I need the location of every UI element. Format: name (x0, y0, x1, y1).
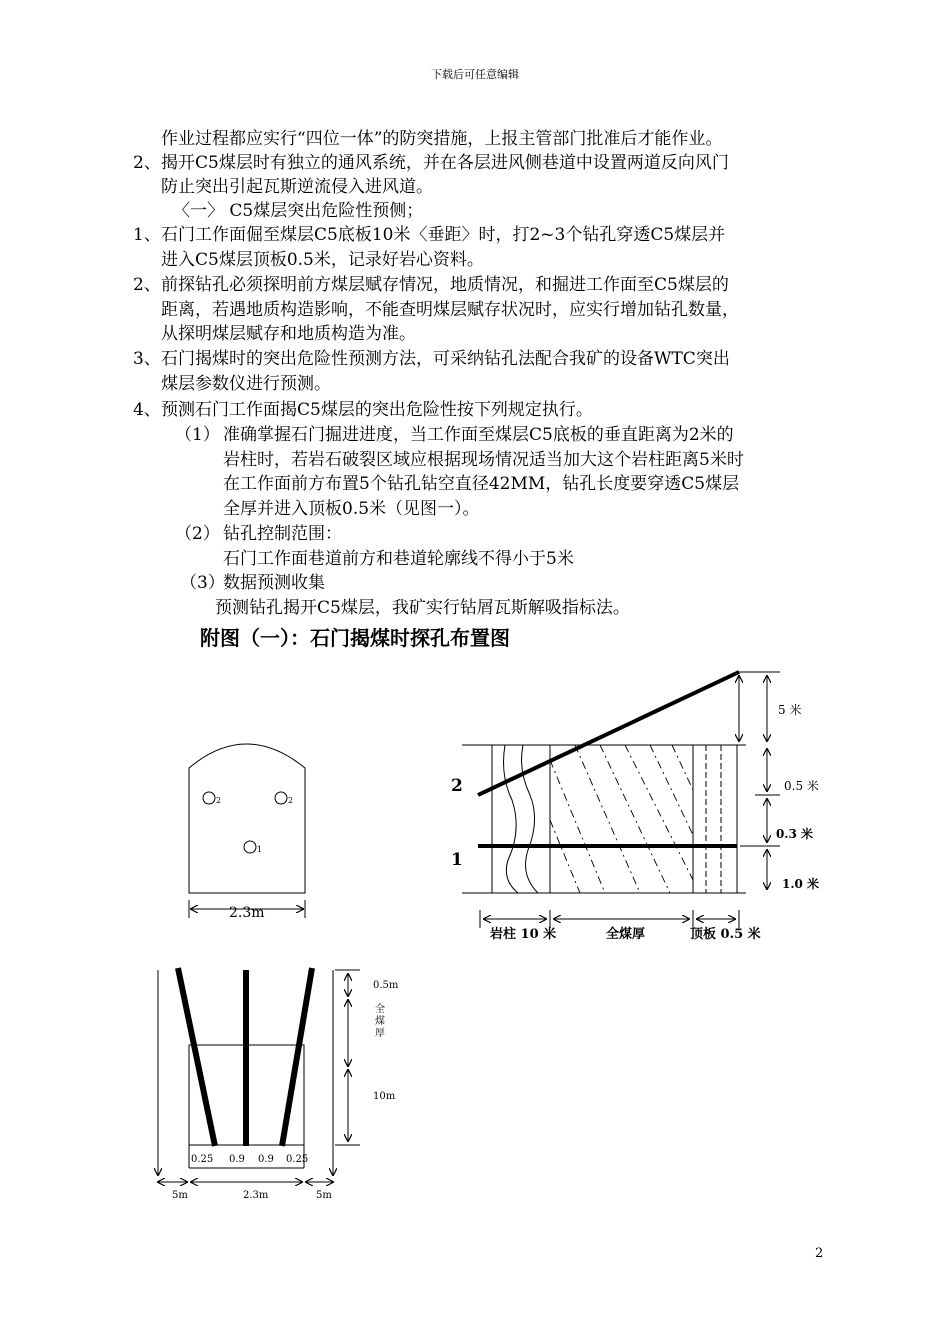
plan-coal-thick-3: 厚 (375, 1028, 385, 1039)
plan-right-5m: 5m (316, 1190, 332, 1201)
text-line: 煤层参数仪进行预测。 (161, 374, 331, 394)
dim-5m: 5 米 (778, 703, 802, 717)
hole-label: 2 (216, 796, 222, 805)
list-number: 2、 (133, 275, 161, 295)
hole-2-left (203, 792, 215, 804)
text-line: 预测石门工作面揭C5煤层的突出危险性按下列规定执行。 (161, 400, 593, 420)
dim-0.5m: 0.5 米 (784, 779, 819, 793)
hole-2-label: 2 (451, 776, 463, 796)
hole-label: 1 (257, 845, 263, 854)
text-line: 进入C5煤层顶板0.5米，记录好岩心资料。 (161, 250, 484, 270)
plan-top-0.5m: 0.5m (373, 980, 399, 991)
list-number: （2） (175, 524, 220, 544)
text-line: 准确掌握石门掘进进度，当工作面至煤层C5底板的垂直距离为2米的 (223, 425, 734, 445)
longitudinal-section (451, 672, 819, 942)
figure-title: 附图（一）：石门揭煤时探孔布置图 (200, 626, 510, 650)
spacing-1: 0.25 (191, 1154, 214, 1165)
list-number: 3、 (133, 349, 161, 369)
text-line: 钻孔控制范围： (223, 524, 342, 544)
spacing-4: 0.25 (286, 1154, 309, 1165)
text-line: 〈一〉 C5煤层突出危险性预侧； (173, 201, 424, 221)
spacing-2: 0.9 (229, 1154, 245, 1165)
dim-0.3m: 0.3 米 (776, 827, 814, 841)
page-header: 下载后可任意编辑 (431, 68, 519, 81)
text-line: 石门工作面倔至煤层C5底板10米〈垂距〉时，打2~3个钻孔穿透C5煤层并 (161, 225, 726, 245)
hole-label: 2 (288, 796, 294, 805)
text-line: 防止突出引起瓦斯逆流侵入进风道。 (161, 177, 433, 197)
text-line: 全厚并进入顶板0.5米（见图一）。 (223, 499, 480, 519)
text-line: 前探钻孔必须探明前方煤层赋存情况，地质情况，和掘进工作面至C5煤层的 (161, 275, 729, 295)
text-line: 作业过程都应实行“四位一体”的防突措施，上报主管部门批准后才能作业。 (161, 129, 723, 149)
plan-width: 2.3m (243, 1190, 269, 1201)
text-line: 预测钻孔揭开C5煤层，我矿实行钻屑瓦斯解吸指标法。 (215, 598, 630, 618)
tunnel-face-section (189, 744, 305, 921)
text-line: 揭开C5煤层时有独立的通风系统，并在各层进风侧巷道中设置两道反向风门 (161, 153, 729, 173)
hole-2-right (275, 792, 287, 804)
hole-1-center (244, 841, 256, 853)
text-line: 石门揭煤时的突出危险性预测方法，可采纳钻孔法配合我矿的设备WTC突出 (161, 349, 730, 369)
plan-coal-thick-2: 煤 (375, 1016, 385, 1027)
list-number: 1、 (133, 225, 161, 245)
plan-left-5m: 5m (172, 1190, 188, 1201)
plan-coal-thick-1: 全 (375, 1004, 385, 1015)
label-rock-pillar: 岩柱 10 米 (490, 927, 557, 942)
text-line: 在工作面前方布置5个钻孔钻空直径42MM，钻孔长度要穿透C5煤层 (223, 474, 740, 494)
label-full-coal: 全煤厚 (606, 927, 646, 942)
text-line: 距离，若遇地质构造影响，不能查明煤层赋存状况时，应实行增加钻孔数量， (161, 300, 739, 320)
text-line: 从探明煤层赋存和地质构造为准。 (161, 324, 416, 344)
page-number: 2 (815, 1246, 824, 1261)
plan-view (158, 968, 399, 1201)
dim-1.0m: 1.0 米 (782, 877, 820, 891)
list-number: 2、 (133, 153, 161, 173)
text-line: 石门工作面巷道前方和巷道轮廓线不得小于5米 (223, 549, 574, 569)
hole-1-label: 1 (451, 850, 463, 870)
text-line: 岩柱时，若岩石破裂区域应根据现场情况适当加大这个岩柱距离5米时 (223, 450, 744, 470)
face-width-label: 2.3m (229, 905, 265, 921)
text-line: 数据预测收集 (223, 573, 325, 593)
plan-10m: 10m (373, 1091, 396, 1102)
spacing-3: 0.9 (258, 1154, 274, 1165)
list-number: 4、 (133, 400, 161, 420)
list-number: （1） (175, 425, 220, 445)
list-number: （3） (180, 573, 225, 593)
label-roof: 顶板 0.5 米 (690, 927, 761, 942)
